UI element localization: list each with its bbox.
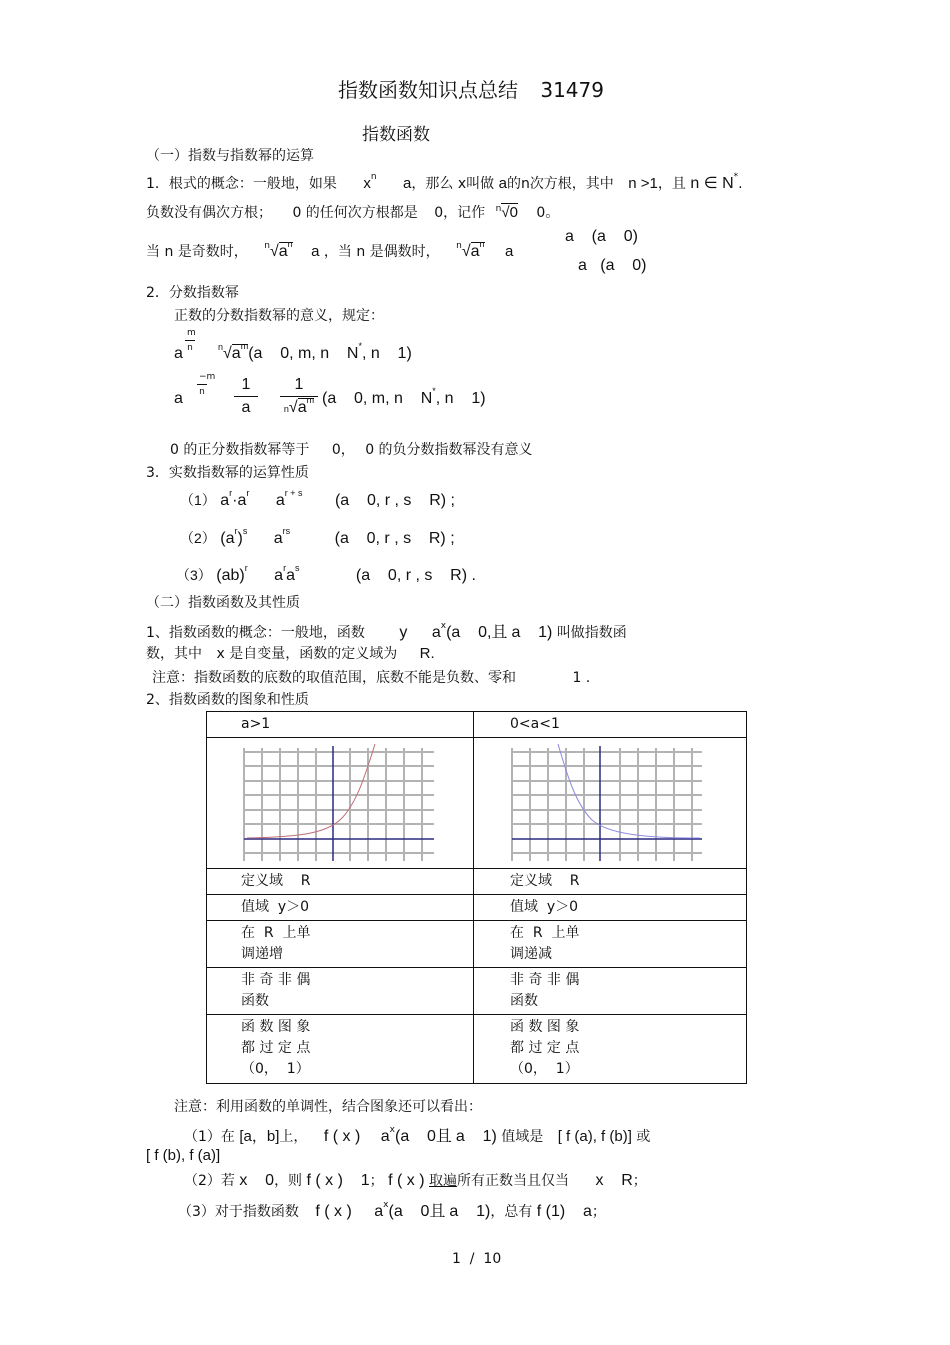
f1-radicand <box>231 341 249 362</box>
text-root: 次方根，其中 <box>529 176 614 192</box>
base-range-note <box>152 667 590 687</box>
n1-or: 或 <box>636 1129 651 1145</box>
table-header-row <box>207 712 747 738</box>
rule-2-expr: $(a^r)^s$ <box>220 526 248 547</box>
rule-1-expr: $a^r\cdot a^r$ <box>220 488 250 509</box>
grid-decreasing <box>512 748 702 861</box>
formula-1-exponent <box>185 328 195 353</box>
monotonic-cell-2: 在 R 上单 调递减 <box>474 921 747 968</box>
table-row <box>207 869 747 895</box>
when-even: ，当 n 是偶数时， <box>323 244 440 260</box>
f2-den2-m: m <box>306 395 315 405</box>
n3-cond: (a 0 <box>388 1203 430 1220</box>
radical-zero: √0 <box>501 204 518 221</box>
doc-number: 31479 <box>540 78 604 102</box>
rule-2-label: （2） <box>180 530 216 546</box>
f2-den2-index: n <box>283 404 289 414</box>
f1-star: * <box>358 341 362 351</box>
graph-increasing <box>207 738 473 861</box>
n1-on: 上， <box>279 1129 308 1145</box>
subtitle: 指数函数 <box>362 125 430 145</box>
f2-num1: 1 <box>234 376 258 397</box>
period: . <box>738 176 743 192</box>
n2-all-positive: 所有正数当且仅当 <box>456 1173 569 1189</box>
radical-an-even-body <box>470 239 485 260</box>
n-sup: n <box>370 172 377 182</box>
domain-cell-2: 定义域 R <box>474 869 747 895</box>
zero-root: 0 的任何次方根都是 <box>292 205 418 221</box>
rule-2 <box>180 528 455 548</box>
f1-radicand-m: m <box>240 341 249 351</box>
def-variable: x 是自变量，函数的定义域为 <box>216 646 398 662</box>
n3-end: ； <box>591 1204 606 1220</box>
negative-root-line <box>146 202 559 222</box>
def-R: R. <box>419 645 435 662</box>
formula-1-base: a <box>174 345 183 362</box>
rule-3-expr: (ab)$^r$ <box>216 563 248 584</box>
formula-2-base: a <box>174 390 183 407</box>
def-cond2: a 1) <box>511 624 553 641</box>
a-var: a <box>403 175 412 192</box>
n3-always: ，总有 <box>490 1204 533 1220</box>
radical-zero-value: 0 <box>509 204 518 221</box>
rule-2-result: $a^{rs}$ <box>273 526 291 547</box>
n-condition: n >1 <box>628 175 658 192</box>
radical-an-odd-a: a <box>278 243 288 260</box>
n3-f1: f (1) a <box>536 1203 592 1220</box>
monotonic-cell-1: 在 R 上单 调递增 <box>207 921 474 968</box>
f1-m: m <box>185 328 195 341</box>
rule-1-result: $a^{r + s}$ <box>275 488 303 509</box>
radical-definition-line <box>146 173 743 193</box>
n1-cond2: a 1) <box>455 1128 497 1145</box>
exp-function-domain <box>146 643 435 663</box>
denoted: 0，记作 <box>434 205 486 221</box>
n3-and: 且 <box>429 1201 446 1220</box>
n1-a: a <box>380 1128 390 1145</box>
rule-1-label: （1） <box>180 492 216 508</box>
radical-lead: 1．根式的概念：一般地，如果 <box>146 176 337 192</box>
text-called: 叫做 <box>466 176 495 192</box>
notes-intro: 注意：利用函数的单调性，结合图象还可以看出： <box>174 1099 482 1115</box>
def-cond: (a 0, <box>446 624 492 641</box>
table-row <box>207 895 747 921</box>
equals-zero: 0。 <box>536 205 560 221</box>
n1-cond: (a 0 <box>394 1128 436 1145</box>
f1-radicand-a: a <box>231 345 241 362</box>
rule-3-label: （3） <box>176 567 212 583</box>
table-row <box>207 921 747 968</box>
grid-increasing <box>244 748 434 861</box>
graph-decreasing-cell <box>474 738 747 869</box>
n3-for: （3）对于指数函数 <box>178 1204 299 1220</box>
rule-3-condition: (a 0, r , s R) . <box>355 567 476 584</box>
f1-root-index: n <box>218 342 224 352</box>
rule-1 <box>180 490 455 510</box>
f2-den1 <box>234 397 258 417</box>
f2-num2: 1 <box>280 376 318 397</box>
when-odd: 当 n 是奇数时， <box>146 244 248 260</box>
real-exponent-heading: 3．实数指数幂的运算性质 <box>146 465 309 481</box>
f2-star: * <box>432 386 436 396</box>
a-word: a <box>498 175 507 192</box>
n2-takes-all: 取遍 <box>428 1173 457 1189</box>
f2-den2-a: a <box>297 399 307 416</box>
note-1-continued: [ f (b), f (a)] <box>146 1147 221 1164</box>
root-index-n-odd: n <box>264 241 270 251</box>
f1-end: , n 1) <box>361 345 412 362</box>
note-one: 1 . <box>572 670 591 686</box>
x-var: x <box>363 175 371 192</box>
def-x-sup: x <box>440 621 447 631</box>
def-lead: 1、指数函数的概念：一般地，函数 <box>146 625 365 641</box>
graph-decreasing <box>474 738 746 861</box>
n1-range-is: 值域是 <box>501 1129 544 1145</box>
star-sup: * <box>733 172 739 182</box>
rule-3-result: $a^ra^s$ <box>274 563 300 584</box>
f2-neg-m: −m <box>197 372 207 385</box>
n2-fx-cond: f ( x ) 1 <box>306 1172 370 1189</box>
def-a: a <box>431 624 441 641</box>
n1-and: 且 <box>435 1126 452 1145</box>
n3-cond2: a 1) <box>449 1203 491 1220</box>
graph-row <box>207 738 747 869</box>
n2-if: （2）若 <box>184 1173 235 1189</box>
note-c: 0 的负分数指数幂没有意义 <box>365 442 533 458</box>
odd-result: a <box>311 243 320 260</box>
f2-n: n <box>199 387 205 397</box>
n2-then: ，则 <box>274 1173 303 1189</box>
header-a-between-0-1: 0<a<1 <box>474 712 747 738</box>
n1-in: （1）在 <box>184 1129 235 1145</box>
n1-range-a: [ f (a), f (b)] <box>557 1128 632 1145</box>
formula-2-condition <box>322 386 486 408</box>
domain-cell-1: 定义域 R <box>207 869 474 895</box>
f2-condition: (a 0, m, n N <box>322 390 433 407</box>
no-even-root: 负数没有偶次方根； <box>146 205 272 221</box>
n3-a: a <box>374 1203 384 1220</box>
def-where: 数，其中 <box>146 646 202 662</box>
document-title <box>338 74 604 103</box>
piecewise-case-2: a (a 0) <box>578 257 647 274</box>
parity-cell-1: 非 奇 非 偶 函数 <box>207 968 474 1015</box>
graph-increasing-cell <box>207 738 474 869</box>
text-and: ，且 <box>657 176 686 192</box>
radical-an-even-n: n <box>479 239 485 249</box>
radical-an-odd-body <box>278 239 293 260</box>
note-text: 注意：指数函数的底数的取值范围，底数不能是负数、零和 <box>152 670 516 686</box>
exponential-properties-table <box>206 711 747 1084</box>
note-a: 0 的正分数指数幂等于 <box>170 442 310 458</box>
f2-m: m <box>206 372 216 382</box>
fixed-point-cell-1: 函 数 图 象 都 过 定 点 （0， 1） <box>207 1015 474 1084</box>
radical-an-odd-n: n <box>287 239 293 249</box>
n2-fx: f ( x ) <box>388 1172 425 1189</box>
formula-1-root: $^n√a^m(a$ 0, m, n N*, n 1) <box>218 341 412 362</box>
formula-2-exponent <box>197 372 216 397</box>
graph-heading: 2、指数函数的图象和性质 <box>146 692 309 708</box>
range-cell-1: 值域 y＞0 <box>207 895 474 921</box>
fixed-point-cell-2: 函 数 图 象 都 过 定 点 （0， 1） <box>474 1015 747 1084</box>
table-row <box>207 968 747 1015</box>
rule-1-condition: (a 0, r , s R) ; <box>334 492 455 509</box>
title-text: 指数函数知识点总结 <box>338 78 518 102</box>
radical-an-even-a: a <box>470 243 480 260</box>
fractional-exponent-heading: 2．分数指数幂 <box>146 285 239 301</box>
rule-3 <box>176 565 476 585</box>
def-and: 且 <box>491 622 508 641</box>
x-word: x <box>457 176 467 192</box>
text-then: ，那么 <box>411 176 454 192</box>
def-y: y <box>399 624 408 641</box>
parity-cell-2: 非 奇 非 偶 函数 <box>474 968 747 1015</box>
text-of: 的 <box>506 176 521 192</box>
page-number: 1 / 10 <box>452 1251 502 1267</box>
f1-condition: (a 0, m, n N <box>248 345 359 362</box>
note-1: （1）在 [a，b]上， f ( x ) $a^x(a$ 0且 a 1) 值域是 [ f (a), f (b)] 或 <box>184 1125 651 1145</box>
n2-semicolon: ； <box>369 1173 384 1189</box>
note-b: 0， <box>331 442 355 458</box>
def-called: 叫做指数函 <box>556 625 627 641</box>
root-index-n: n <box>495 204 502 214</box>
root-index-n-even: n <box>456 241 462 251</box>
header-a-greater-1: a>1 <box>207 712 474 738</box>
radical-an-odd: $√a^n$ <box>269 239 293 260</box>
n1-interval: [a，b] <box>239 1128 280 1145</box>
f2-den2: $n√a^m$ <box>283 395 315 416</box>
f2-end: , n 1) <box>435 390 486 407</box>
rule-2-condition: (a 0, r , s R) ; <box>334 530 455 547</box>
n-in-N: n ∈ N <box>690 175 734 192</box>
range-cell-2: 值域 y＞0 <box>474 895 747 921</box>
note-3: （3）对于指数函数 f ( x ) $a^x(a$ 0且 a 1)，总有 f (1) a； <box>178 1200 606 1220</box>
abs-a: a <box>505 243 514 260</box>
formula-2-fraction-1 <box>234 376 258 417</box>
fractional-exponent-desc: 正数的分数指数幂的意义，规定： <box>174 308 384 324</box>
section-2-heading: （二）指数函数及其性质 <box>146 595 300 611</box>
n2-x-cond: x 0 <box>239 1172 275 1189</box>
f1-n: n <box>187 343 193 353</box>
radical-an-even: $√a^n$ <box>461 239 485 260</box>
note-2 <box>184 1170 647 1190</box>
exp-function-definition <box>146 619 627 642</box>
n-word: n <box>520 176 530 192</box>
n2-x-in-R: x R <box>595 1172 633 1189</box>
f2-den1-a: a <box>241 399 251 416</box>
n3-fx: f ( x ) <box>315 1203 352 1220</box>
table-row <box>207 1015 747 1084</box>
zero-power-note <box>170 439 533 459</box>
piecewise-case-1: a (a 0) <box>565 228 638 245</box>
odd-even-line <box>146 241 513 261</box>
n2-end: ； <box>632 1173 647 1189</box>
formula-2-fraction-2 <box>280 376 318 417</box>
n1-fx: f ( x ) <box>323 1128 361 1145</box>
section-1-heading: （一）指数与指数幂的运算 <box>146 148 314 164</box>
